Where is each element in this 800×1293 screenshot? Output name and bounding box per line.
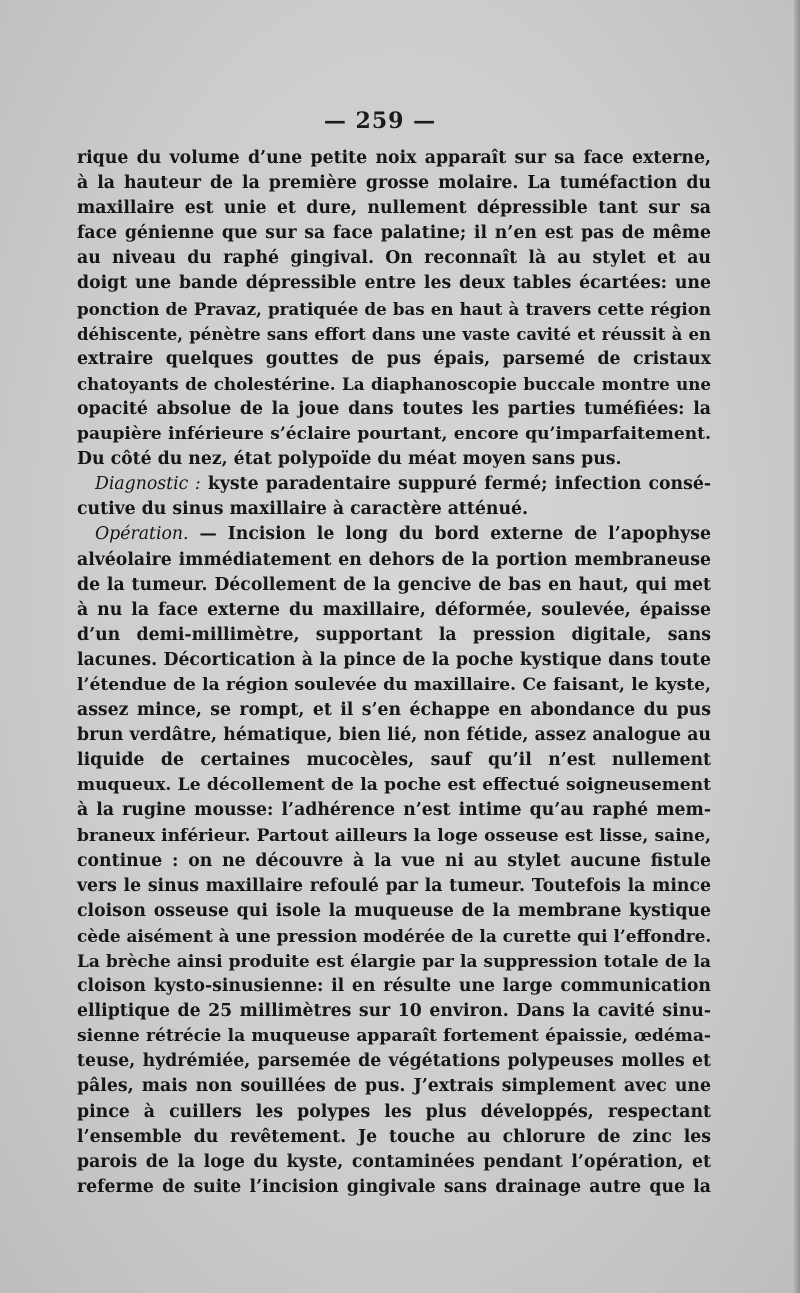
text-line	[77, 773, 711, 798]
line-text: braneux inférieur. Partout ailleurs la loge osseuse est lisse, saine,	[77, 825, 711, 846]
text-line	[77, 196, 711, 221]
text-line	[77, 949, 711, 974]
text-line	[77, 1074, 711, 1099]
line-text: déhiscente, pénètre sans effort dans une vaste cavité et réussit à en	[77, 324, 711, 344]
line-text: vers le sinus maxillaire refoulé par la tumeur. Toutefois la mince	[77, 875, 711, 896]
text-line	[77, 999, 711, 1024]
line-text: continue : on ne découvre à la vue ni au stylet aucune fistule	[77, 850, 711, 871]
text-line	[77, 171, 711, 196]
text-line	[77, 698, 711, 723]
line-text: à la hauteur de la première grosse molaire. La tuméfaction du	[77, 173, 711, 194]
page-number: — 259 —	[323, 108, 437, 134]
text-line	[77, 397, 711, 422]
line-text: opacité absolue de la joue dans toutes les parties tuméfiées: la	[77, 398, 711, 419]
text-line	[77, 522, 711, 547]
text-line	[77, 1024, 711, 1049]
line-text: — Incision le long du bord externe de l’apophyse	[188, 524, 711, 545]
line-text: muqueux. Le décollement de la poche est effectué soigneusement	[77, 775, 711, 796]
line-text: à la rugine mousse: l’adhérence n’est intime qu’au raphé mem-	[77, 800, 711, 821]
line-text: l’ensemble du revêtement. Je touche au chlorure de zinc les	[77, 1126, 711, 1147]
line-text: parois de la loge du kyste, contaminées pendant l’opération, et	[77, 1151, 711, 1172]
line-text: l’étendue de la région soulevée du maxillaire. Ce faisant, le kyste,	[77, 674, 711, 695]
line-text: de la tumeur. Décollement de la gencive de bas en haut, qui met	[77, 574, 711, 595]
line-text: rique du volume d’une petite noix apparaît sur sa face externe,	[77, 148, 711, 168]
line-text: maxillaire est unie et dure, nullement dépressible tant sur sa	[77, 198, 711, 219]
line-text: elliptique de 25 millimètres sur 10 environ. Dans la cavité sinu-	[77, 1001, 711, 1022]
text-line	[77, 623, 711, 648]
text-line	[77, 1125, 711, 1150]
line-text: extraire quelques gouttes de pus épais, parsemé de cristaux	[77, 348, 711, 369]
line-text: face génienne que sur sa face palatine; il n’en est pas de même	[77, 223, 711, 244]
text-line	[77, 598, 711, 623]
text-line	[77, 1049, 711, 1074]
text-line	[77, 447, 711, 472]
text-line	[77, 497, 711, 522]
line-text: referme de suite l’incision gingivale sans drainage autre que la	[77, 1176, 711, 1197]
line-text: assez mince, se rompt, et il s’en échappe en abondance du pus	[77, 700, 711, 721]
page-edge-shadow	[794, 0, 800, 1293]
line-text: cloison osseuse qui isole la muqueuse de la membrane kystique	[77, 900, 711, 921]
text-line	[77, 548, 711, 573]
line-text: à nu la face externe du maxillaire, déformée, soulevée, épaisse	[77, 599, 711, 620]
line-text: ponction de Pravaz, pratiquée de bas en haut à travers cette région	[77, 298, 711, 319]
line-text: sienne rétrécie la muqueuse apparaît fortement épaissie, œdéma-	[77, 1026, 711, 1047]
text-line	[77, 322, 711, 347]
text-line	[77, 924, 711, 949]
line-text: La brèche ainsi produite est élargie par la suppression totale de la	[77, 951, 711, 971]
line-text: doigt une bande dépressible entre les deux tables écartées: une	[77, 273, 711, 294]
text-line	[77, 673, 711, 698]
line-text: alvéolaire immédiatement en dehors de la portion membraneuse	[77, 549, 711, 570]
line-text: pâles, mais non souillées de pus. J’extrais simplement avec une	[77, 1076, 711, 1097]
text-line	[77, 297, 711, 322]
section-lead: Diagnostic :	[95, 474, 201, 495]
text-line	[77, 422, 711, 447]
text-line	[77, 798, 711, 823]
body-text	[77, 146, 711, 1200]
line-text: liquide de certaines mucocèles, sauf qu’il n’est nullement	[77, 750, 711, 771]
text-line	[77, 899, 711, 924]
line-text: d’un demi-millimètre, supportant la pression digitale, sans	[77, 624, 711, 645]
text-line	[77, 146, 711, 171]
text-line	[77, 748, 711, 773]
text-line	[77, 1150, 711, 1175]
line-text: lacunes. Décortication à la pince de la poche kystique dans toute	[77, 649, 711, 670]
text-line	[77, 1175, 711, 1200]
text-line	[77, 246, 711, 271]
line-text: au niveau du raphé gingival. On reconnaît là au stylet et au	[77, 248, 711, 269]
line-text: cède aisément à une pression modérée de la curette qui l’effondre.	[77, 925, 712, 946]
text-line	[77, 1100, 711, 1125]
text-line	[77, 824, 711, 849]
text-line	[77, 849, 711, 874]
text-line	[77, 472, 711, 497]
line-text: Du côté du nez, état polypoïde du méat moyen sans pus.	[77, 449, 622, 470]
line-text: cutive du sinus maxillaire à caractère atténué.	[77, 499, 529, 520]
line-text: cloison kysto-sinusienne: il en résulte une large communication	[77, 976, 711, 997]
text-line	[77, 648, 711, 673]
text-line	[77, 974, 711, 999]
text-line	[77, 271, 711, 296]
text-line	[77, 723, 711, 748]
line-text: pince à cuillers les polypes les plus développés, respectant	[77, 1101, 711, 1122]
text-line	[77, 347, 711, 372]
text-line	[77, 372, 711, 397]
text-line	[77, 874, 711, 899]
line-text: brun verdâtre, hématique, bien lié, non fétide, assez analogue au	[77, 725, 711, 746]
line-text: paupière inférieure s’éclaire pourtant, encore qu’imparfaitement.	[77, 424, 711, 445]
section-lead: Opération.	[95, 524, 189, 545]
line-text: teuse, hydrémiée, parsemée de végétations polypeuses molles et	[77, 1051, 711, 1072]
line-text: chatoyants de cholestérine. La diaphanoscopie buccale montre une	[77, 373, 711, 394]
text-line	[77, 573, 711, 598]
line-text: kyste paradentaire suppuré fermé; infection consé-	[200, 474, 711, 495]
text-line	[77, 221, 711, 246]
